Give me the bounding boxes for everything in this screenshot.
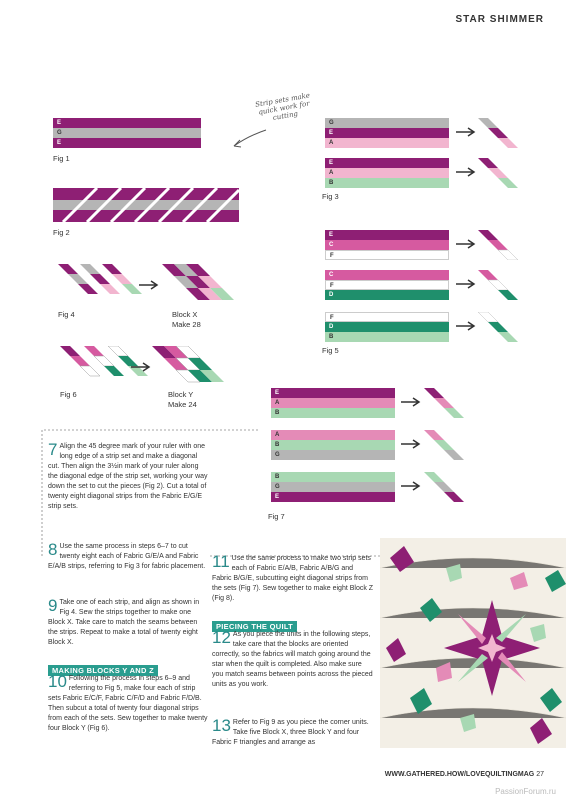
step-11-text: Use the same process to make two strip sets each of Fabric E/A/B, Fabric A/B/G and Fabric B/G/E, subcutting eight diagonal strips from the sets (Fig 7). Sew together to make eight Block Z (Fig 8). bbox=[212, 555, 374, 602]
footer-url bbox=[385, 771, 544, 778]
section-heading-blocks-y-z: MAKING BLOCKS Y AND Z bbox=[48, 660, 158, 678]
step-8-text: Use the same process in steps 6–7 to cut twenty eight each of Fabric G/E/A and Fabric E/A/B strips, referring to Fig 3 for fabric placement. bbox=[48, 543, 206, 570]
fig5-s1-c: C bbox=[325, 240, 449, 250]
fig7-s2-a: A bbox=[271, 430, 395, 440]
step-13 bbox=[212, 718, 374, 748]
fig5-cut-piece1 bbox=[478, 230, 518, 260]
fig7-cut-piece2 bbox=[424, 430, 464, 460]
step-9 bbox=[48, 598, 208, 648]
step-11-number: 11 bbox=[212, 552, 230, 571]
fig5-arrow3-icon bbox=[455, 320, 477, 332]
fig3-arrow1-icon bbox=[455, 126, 477, 138]
fig1-strip-e2: E bbox=[53, 138, 201, 148]
page-number: 27 bbox=[536, 771, 544, 778]
fig4-arrow-icon bbox=[138, 279, 160, 291]
fig5-s1-f: F bbox=[325, 250, 449, 260]
fig4-caption: Fig 4 bbox=[58, 310, 75, 319]
fig7-arrow3-icon bbox=[400, 480, 422, 492]
fig7-arrow2-icon bbox=[400, 438, 422, 450]
fig6-block-name: Block Y bbox=[168, 390, 194, 399]
step-10-number: 10 bbox=[48, 672, 67, 691]
fig3-caption: Fig 3 bbox=[322, 192, 339, 201]
fig5-cut-piece2 bbox=[478, 270, 518, 300]
step-12-number: 12 bbox=[212, 628, 231, 647]
fig7-s2-b: B bbox=[271, 440, 395, 450]
fig6-arrow-icon bbox=[130, 361, 152, 373]
step-7 bbox=[48, 442, 208, 512]
fig5-arrow2-icon bbox=[455, 278, 477, 290]
step-13-number: 13 bbox=[212, 716, 231, 735]
fig1-strip-g: G bbox=[53, 128, 201, 138]
step-9-text: Take one of each strip, and align as shown in Fig 4. Sew the strips together to make one Block X. Take care to match the seams between the strips. Repeat to make a total of twenty eight Block X. bbox=[48, 599, 200, 646]
fig5-cut-piece3 bbox=[478, 312, 518, 342]
fig5-s2-c: C bbox=[325, 270, 449, 280]
fig7-s1-e: E bbox=[271, 388, 395, 398]
fig7-caption: Fig 7 bbox=[268, 512, 285, 521]
fig1-caption: Fig 1 bbox=[53, 154, 70, 163]
fig6-make-count: Make 24 bbox=[168, 400, 197, 409]
fig3-cut-piece2 bbox=[478, 158, 518, 188]
fig7-cut-piece1 bbox=[424, 388, 464, 418]
step-8 bbox=[48, 542, 208, 572]
step-12 bbox=[212, 630, 374, 690]
step-11 bbox=[212, 554, 374, 604]
fig5-s3-d: D bbox=[325, 322, 449, 332]
footer-url-text: WWW.GATHERED.HOW/LOVEQUILTINGMAG bbox=[384, 771, 535, 778]
note-arrow-icon bbox=[228, 128, 268, 152]
fig7-s1-a: A bbox=[271, 398, 395, 408]
fig7-s2-g: G bbox=[271, 450, 395, 460]
watermark: PassionForum.ru bbox=[495, 787, 556, 796]
fig4-make-count: Make 28 bbox=[172, 320, 201, 329]
step-10 bbox=[48, 674, 208, 734]
fig3-s1-g: G bbox=[325, 118, 449, 128]
fig7-s3-e: E bbox=[271, 492, 395, 502]
step-13-text: Refer to Fig 9 as you piece the corner units. Take five Block X, three Block Y and four Fabric F triangles and arrange as bbox=[212, 719, 369, 746]
fig5-s3-b: B bbox=[325, 332, 449, 342]
page-header-title: STAR SHIMMER bbox=[455, 14, 544, 25]
fig7-cut-piece3 bbox=[424, 472, 464, 502]
quilt-photo bbox=[380, 538, 566, 748]
fig6-caption: Fig 6 bbox=[60, 390, 77, 399]
fig2-diagonal-cut-strip bbox=[53, 188, 239, 222]
fig6-block-y bbox=[152, 346, 232, 384]
fig4-block-name: Block X bbox=[172, 310, 198, 319]
fig5-caption: Fig 5 bbox=[322, 346, 339, 355]
step-8-number: 8 bbox=[48, 540, 58, 559]
fig5-s2-f: F bbox=[325, 280, 449, 290]
fig7-s3-g: G bbox=[271, 482, 395, 492]
step-7-number: 7 bbox=[48, 440, 58, 459]
fig2-caption: Fig 2 bbox=[53, 228, 70, 237]
fig7-s3-b: B bbox=[271, 472, 395, 482]
fig5-s3-f: F bbox=[325, 312, 449, 322]
step-12-text: As you piece the units in the following steps, take care that the blocks are oriented correctly, so the fabrics will match going around the star when the quilt is completed. Also make sure you match seams between points across the pieced units as you work. bbox=[212, 631, 373, 688]
fig3-s2-a: A bbox=[325, 168, 449, 178]
fig3-s2-b: B bbox=[325, 178, 449, 188]
fig7-s1-b: B bbox=[271, 408, 395, 418]
fig3-s1-e: E bbox=[325, 128, 449, 138]
fig5-arrow1-icon bbox=[455, 238, 477, 250]
fig7-arrow1-icon bbox=[400, 396, 422, 408]
step-10-text: Following the process in steps 6–9 and referring to Fig 5, make four each of strip sets Fabric E/C/F, Fabric C/F/D and Fabric F/D/B. Then subcut a total of twenty four diagonal strips from each of the sets. Sew together to make twenty four Block Y (Fig 6). bbox=[48, 675, 208, 732]
step-9-number: 9 bbox=[48, 596, 58, 615]
fig4-strips-layout bbox=[58, 264, 144, 300]
fig5-s1-e: E bbox=[325, 230, 449, 240]
fig3-s2-e: E bbox=[325, 158, 449, 168]
fig5-s2-d: D bbox=[325, 290, 449, 300]
fig4-block-x bbox=[162, 264, 238, 300]
handwritten-note: Strip sets make quick work for cutting bbox=[254, 91, 311, 123]
fig3-s1-a: A bbox=[325, 138, 449, 148]
fig1-strip-e1: E bbox=[53, 118, 201, 128]
fig3-arrow2-icon bbox=[455, 166, 477, 178]
fig3-cut-piece1 bbox=[478, 118, 518, 148]
step-7-text: Align the 45 degree mark of your ruler with one long edge of a strip set and make a diagonal cut. Then align the 3½in mark of your ruler along the diagonal edge of the strip set, working your way down the set to cut the pieces (Fig 2). Cut a total of twenty eight diagonal strips from the Fabric E/G/E strip sets. bbox=[48, 443, 208, 510]
section-heading-piecing: PIECING THE QUILT bbox=[212, 616, 297, 634]
